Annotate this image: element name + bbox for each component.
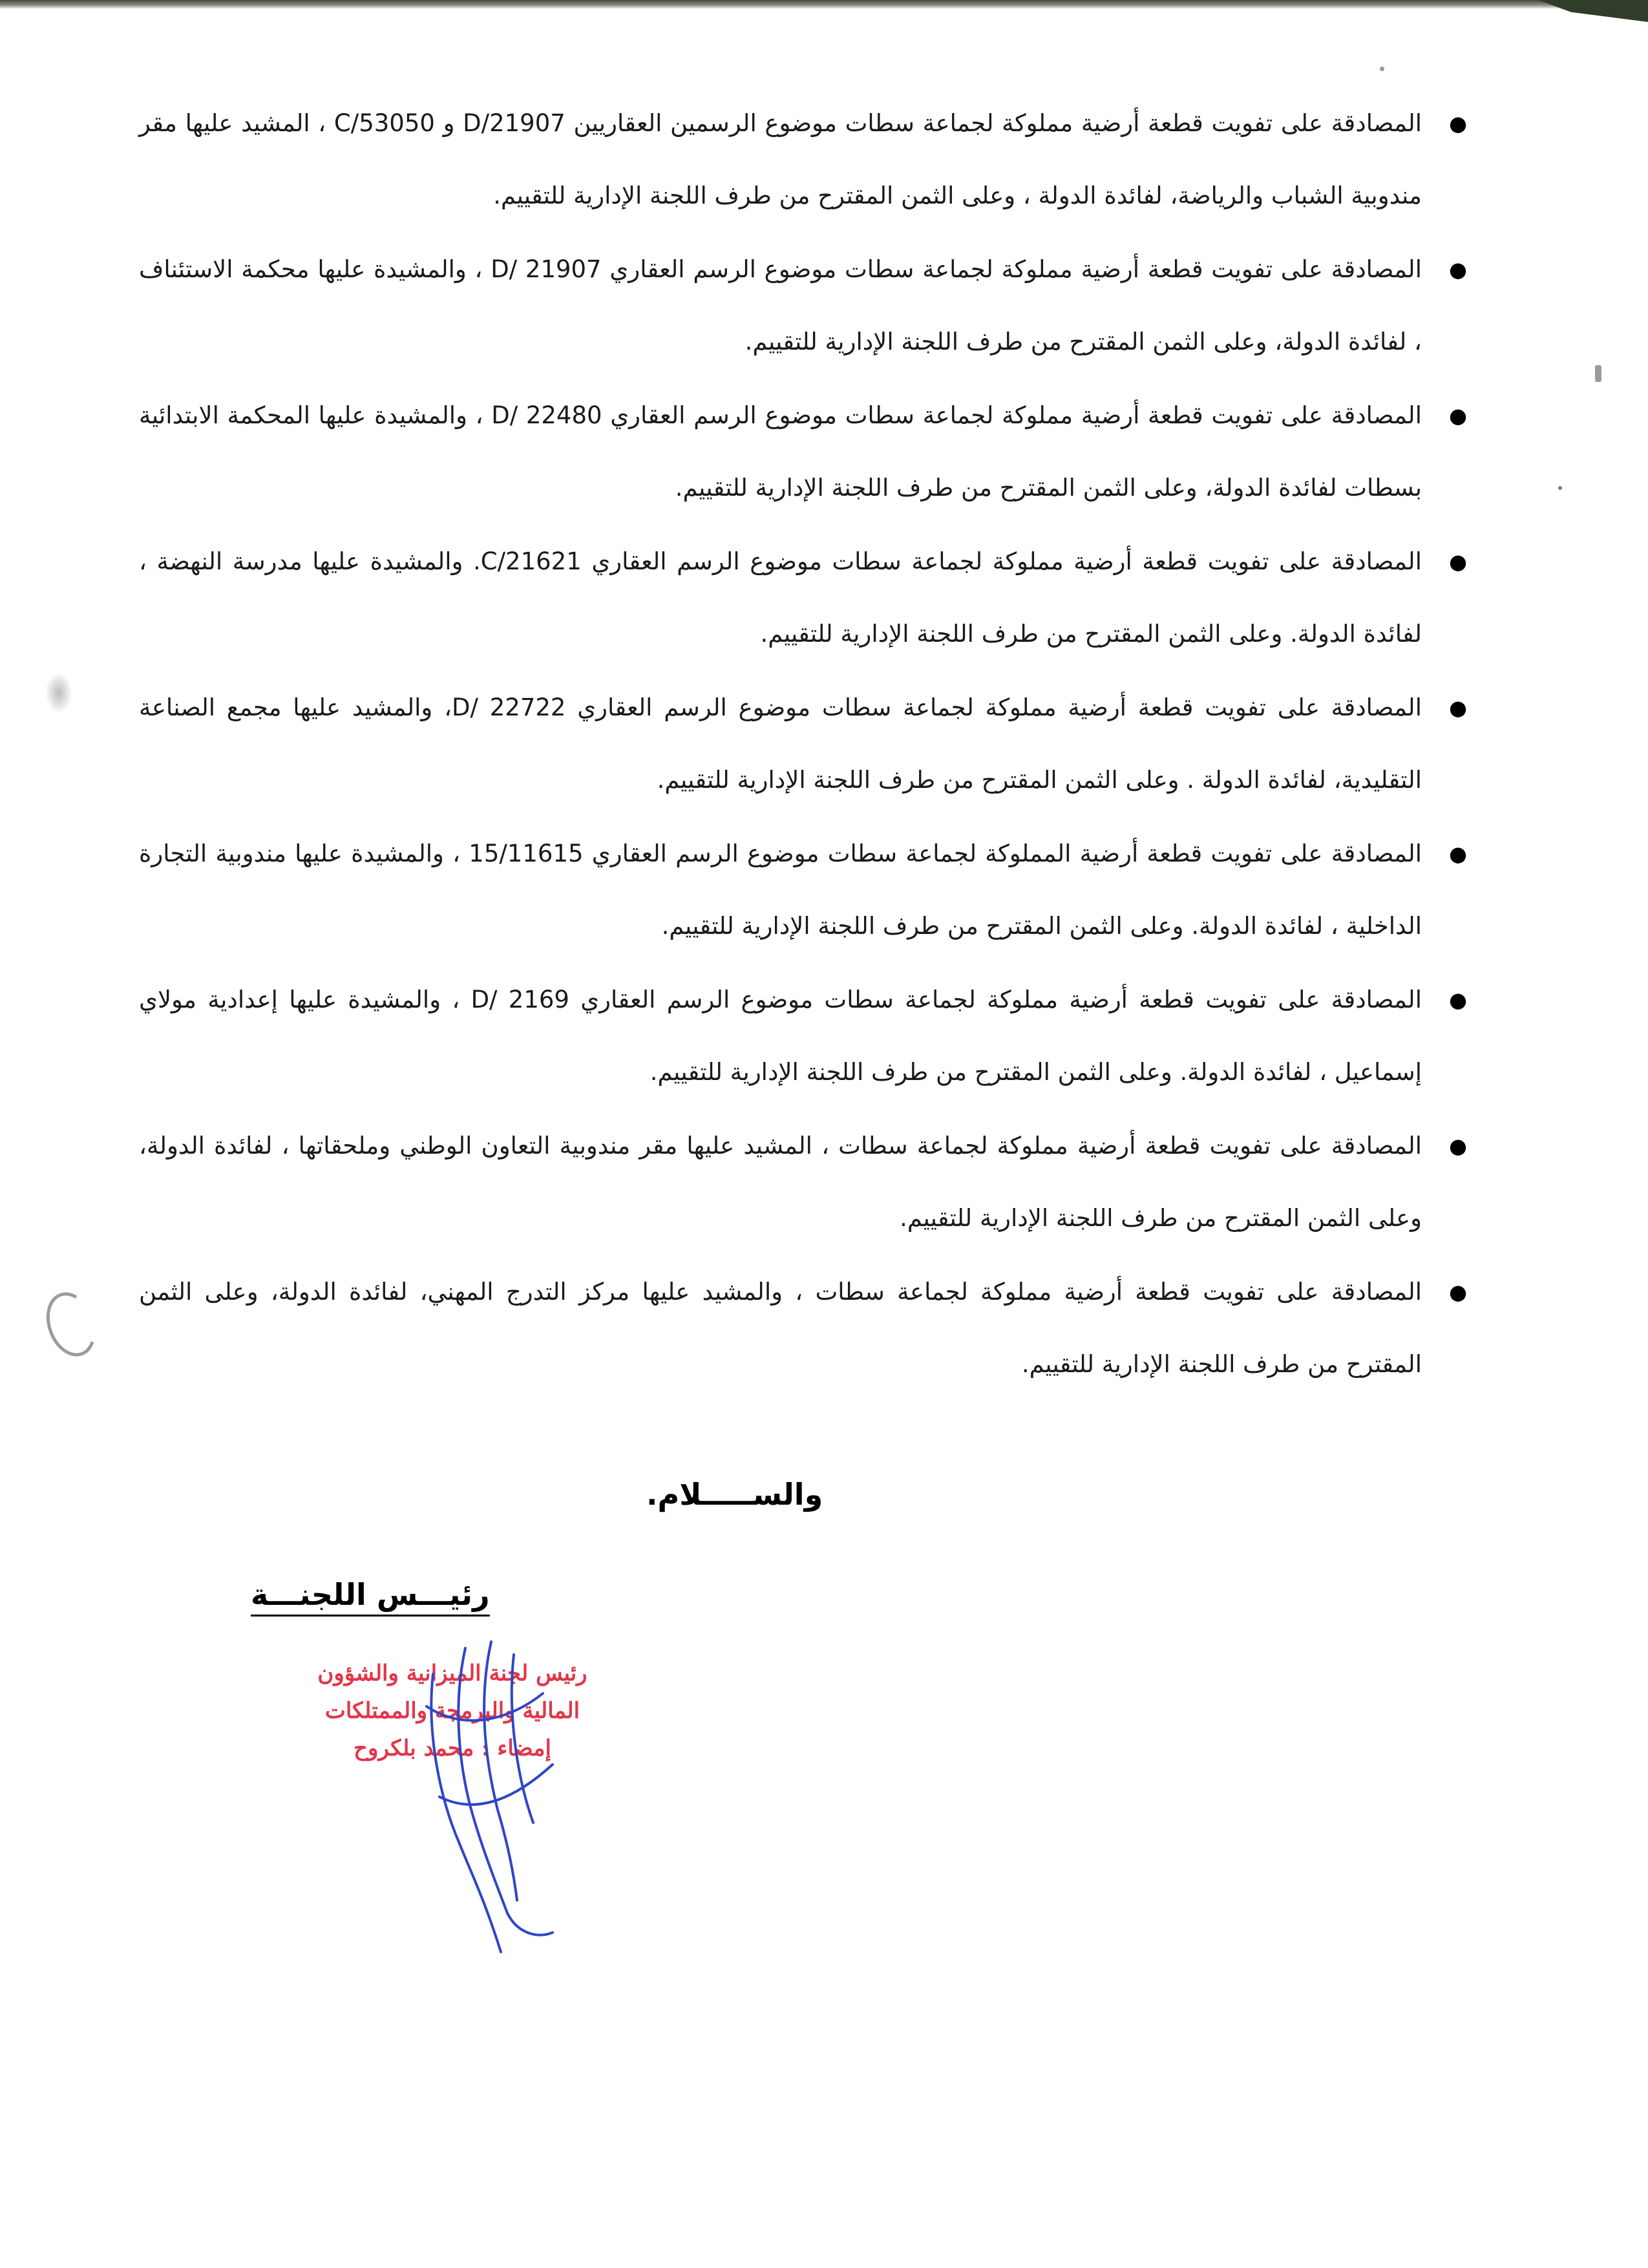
signature-title: رئيـــس اللجنـــة bbox=[251, 1577, 490, 1616]
list-item bbox=[139, 233, 1467, 378]
scan-smudge bbox=[1558, 486, 1562, 490]
bullet-icon: ● bbox=[1449, 695, 1467, 720]
list-item-text: المصادقة على تفويت قطعة أرضية مملوكة لجماعة سطات ، المشيد عليها مقر مندوبية التعاون الوطني وملحقاتها ، لفائدة الدولة، وعلى الثمن المقترح من طرف اللجنة الإدارية للتقييم. bbox=[139, 1132, 1422, 1232]
signature-stroke bbox=[512, 1655, 533, 1823]
scan-edge-top bbox=[0, 0, 1648, 9]
list-item bbox=[139, 964, 1467, 1108]
list-item-text: المصادقة على تفويت قطعة أرضية مملوكة لجماعة سطات موضوع الرسم العقاري D/ 22480 ، والمشيدة عليها المحكمة الابتدائية بسطات لفائدة الدولة، وعلى الثمن المقترح من طرف اللجنة الإدارية للتقييم. bbox=[139, 401, 1422, 502]
list-item bbox=[139, 672, 1467, 816]
handwritten-signature bbox=[388, 1629, 582, 1978]
list-item bbox=[139, 1256, 1467, 1401]
scan-smudge bbox=[38, 1286, 105, 1363]
list-item-text: المصادقة على تفويت قطعة أرضية المملوكة لجماعة سطات موضوع الرسم العقاري 15/11615 ، والمشيدة عليها مندوبية التجارة الداخلية ، لفائدة الدولة. وعلى الثمن المقترح من طرف اللجنة الإدارية للتقييم. bbox=[139, 840, 1422, 940]
list-item-text: المصادقة على تفويت قطعة أرضية مملوكة لجماعة سطات موضوع الرسم العقاري D/ 21907 ، والمشيدة عليها محكمة الاستئناف ، لفائدة الدولة، وعلى الثمن المقترح من طرف اللجنة الإدارية للتقييم. bbox=[139, 255, 1422, 355]
list-item-text: المصادقة على تفويت قطعة أرضية مملوكة لجماعة سطات ، والمشيد عليها مركز التدرج المهني، لفائدة الدولة، وعلى الثمن المقترح من طرف اللجنة الإدارية للتقييم. bbox=[139, 1278, 1422, 1378]
bullet-icon: ● bbox=[1449, 111, 1467, 136]
list-item-text: المصادقة على تفويت قطعة أرضية مملوكة لجماعة سطات موضوع الرسم العقاري D/ 2169 ، والمشيدة عليها إعدادية مولاي إسماعيل ، لفائدة الدولة. وعلى الثمن المقترح من طرف اللجنة الإدارية للتقييم. bbox=[139, 986, 1422, 1086]
stamp-line: المالية والبرمجة والممتلكات bbox=[324, 1698, 580, 1724]
signature-stroke bbox=[507, 1913, 553, 1935]
list-item bbox=[139, 525, 1467, 670]
list-item bbox=[139, 1110, 1467, 1255]
closing-salutation: والســـــلام. bbox=[646, 1477, 823, 1512]
scan-smudge bbox=[45, 672, 72, 714]
bullet-icon: ● bbox=[1449, 842, 1467, 866]
scan-edge-corner bbox=[1538, 0, 1648, 22]
bullet-icon: ● bbox=[1449, 1134, 1467, 1158]
stamp-line: إمضاء : محمد بلكروح bbox=[354, 1735, 551, 1761]
resolution-list bbox=[139, 87, 1467, 1401]
bullet-icon: ● bbox=[1449, 403, 1467, 428]
bullet-icon: ● bbox=[1449, 257, 1467, 282]
bullet-icon: ● bbox=[1449, 549, 1467, 574]
list-item-text: المصادقة على تفويت قطعة أرضية مملوكة لجماعة سطات موضوع الرسم العقاري C/21621. والمشيدة عليها مدرسة النهضة ، لفائدة الدولة. وعلى الثمن المقترح من طرف اللجنة الإدارية للتقييم. bbox=[139, 547, 1422, 648]
bullet-icon: ● bbox=[1449, 988, 1467, 1012]
scan-smudge bbox=[1380, 67, 1384, 71]
stamp-line: رئيس لجنة الميزانية والشؤون bbox=[317, 1660, 587, 1686]
signature-stroke bbox=[458, 1648, 507, 1913]
list-item bbox=[139, 87, 1467, 232]
bullet-icon: ● bbox=[1449, 1280, 1467, 1304]
list-item bbox=[139, 818, 1467, 962]
document-body bbox=[139, 87, 1467, 1402]
list-item bbox=[139, 379, 1467, 524]
list-item-text: المصادقة على تفويت قطعة أرضية مملوكة لجماعة سطات موضوع الرسمين العقاريين D/21907 و C/53050 ، المشيد عليها مقر مندوبية الشباب والرياضة، لفائدة الدولة ، وعلى الثمن المقترح من طرف اللجنة الإدارية للتقييم. bbox=[139, 109, 1422, 209]
list-item-text: المصادقة على تفويت قطعة أرضية مملوكة لجماعة سطات موضوع الرسم العقاري D/ 22722، والمشيد عليها مجمع الصناعة التقليدية، لفائدة الدولة . وعلى الثمن المقترح من طرف اللجنة الإدارية للتقييم. bbox=[139, 694, 1422, 794]
scan-smudge bbox=[1595, 365, 1601, 382]
